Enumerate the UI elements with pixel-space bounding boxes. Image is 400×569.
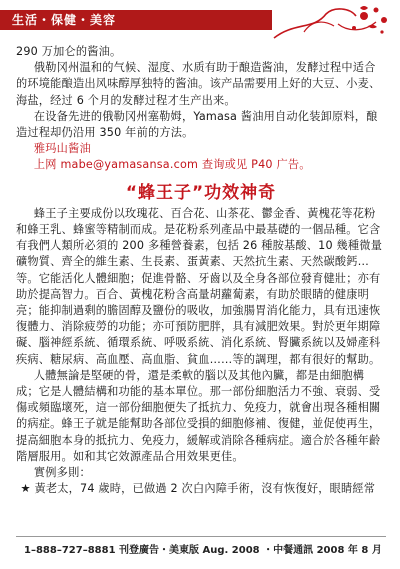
page-footer: 1–888–727–8881 刊登廣告・美東版 Aug. 2008 ・中餐通訊 2008 年 8 月 <box>24 545 382 556</box>
floral-ornament-icon <box>264 2 394 42</box>
soy-sauce-paragraph-climate: 俄勒冈州温和的气候、湿度、水质有助于酿造酱油，发酵过程中适合的环境能酿造出风味醇厚独特的酱油。该产品需要用上好的大豆、小麦、海盐，经过 6 个月的发酵过程才生产出来。 <box>16 61 381 107</box>
section-header-band <box>0 10 272 30</box>
testimonial-line: ★ 黃老太，74 歲時，已做過 2 次白內障手術，沒有恢復好，眼睛經常 <box>20 482 376 496</box>
brand-name: 雅玛山酱油 <box>33 142 91 156</box>
royal-jelly-paragraph-cells: 人體無論是堅硬的骨，還是柔軟的腦以及其他內臟，都是由細胞構成；它是人體結構和功能的基本單位。那一部份細胞活力不強、衰弱、受傷或頻臨壞死，這一部份細胞便失了抵抗力、免疫力，就會出現各種相關的病症。蜂王子就是能幫助各部位受損的細胞修補、復健，並促使再生，提高細胞本身的抵抗力、免疫力，緩解或消除各種病症。適合於各種年齡階層服用。如和其它效源產品合用效果更佳。 <box>16 368 381 463</box>
article-title: “蜂王子”功效神奇 <box>125 182 277 203</box>
footer-divider <box>16 536 386 537</box>
examples-label: 實例多則： <box>33 466 91 480</box>
soy-sauce-paragraph-continued: 290 万加仑的酱油。 <box>16 45 122 58</box>
soy-sauce-paragraph-facility: 在设备先进的俄勒冈州塞勒姆，Yamasa 酱油用自动化装卸原料，酿造过程却仍沿用 350 年前的方法。 <box>16 109 378 140</box>
article-body <box>16 44 386 497</box>
royal-jelly-paragraph-ingredients: 蜂王子主要成份以玫瑰花、百合花、山茶花、鬱金香、黃槐花等花粉和蜂王乳、蜂蜜等精制而成。是花粉系列產品中最基礎的一個品種。它含有我們人類所必須的 200 多種營養素，包括 26 種胺基酸、10 幾種微量礦物質、齊全的維生素、生長素、蛋黃素、天然抗生素、天然碳酸鈣…等。它能活化人體細胞；促進骨骼、牙齒以及全身各部位發育健壯；亦有助於提高智力。百合、黃槐花粉含高量胡蘿蔔素，有助於眼睛的健康明亮；能抑制過剩的膽固醇及鹽份的吸收，加強腸胃消化能力，具有迅速恢復體力、消除疲勞的功能；亦可預防肥胖，具有減肥效果。對於更年期障礙、腦神經系統、循環系統、呼吸系統、消化系統、腎臟系統以及婦產科疾病、糖尿病、高血壓、高血脂、貧血……等的調理，都有很好的幫助。 <box>16 206 383 366</box>
section-title: 生活・保健・美容 <box>12 13 117 27</box>
contact-line: 上网 mabe@yamasansa.com 查询或见 P40 广告。 <box>33 158 311 172</box>
